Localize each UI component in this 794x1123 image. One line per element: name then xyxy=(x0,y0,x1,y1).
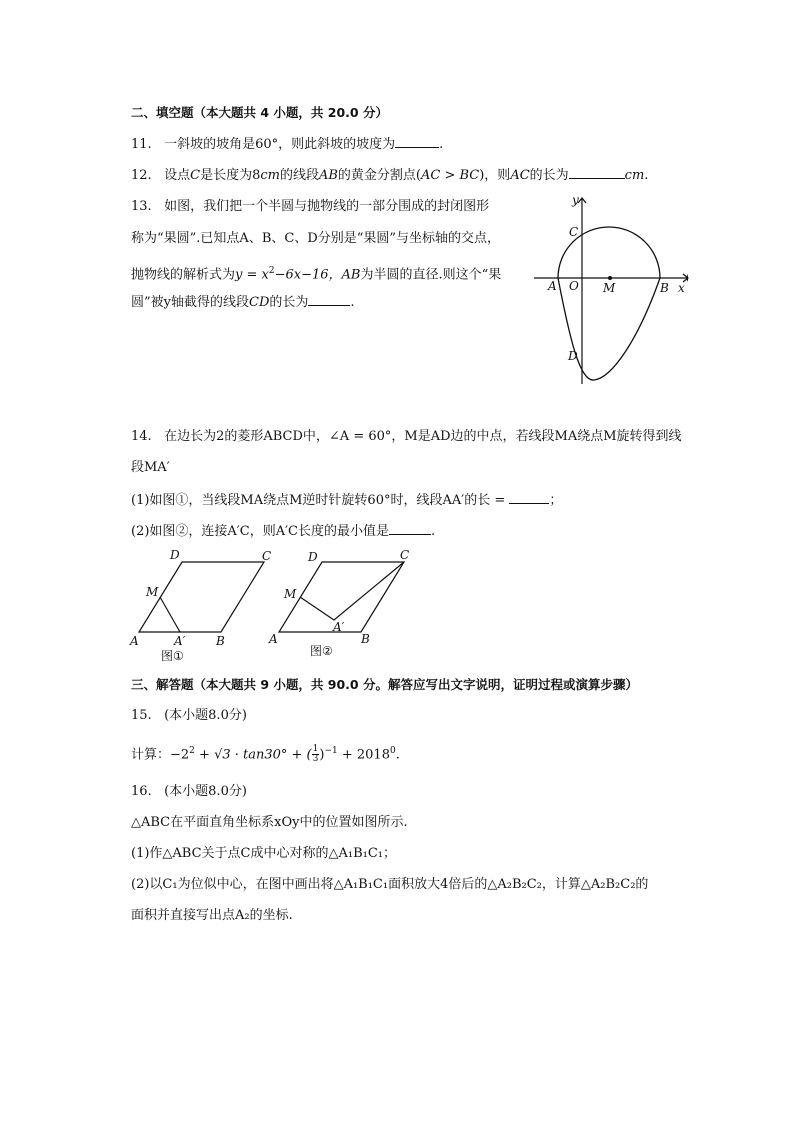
section-answer-title: 三、解答题（本大题共 9 小题，共 90.0 分。解答应写出文字说明，证明过程或演算步骤） xyxy=(131,677,638,692)
rhombus-figure-1 xyxy=(126,545,276,665)
answer-blank[interactable] xyxy=(389,522,431,535)
question-number: 14. xyxy=(131,429,152,444)
question-15-expression xyxy=(131,740,400,766)
question-14-part-2 xyxy=(131,522,435,541)
question-16-part-2: (2)以C₁为位似中心，在图中画出将△A₁B₁C₁面积放大4倍后的△A₂B₂C₂，计算△A₂B₂C₂的 xyxy=(131,877,649,892)
label-d: D xyxy=(308,550,318,564)
answer-blank[interactable] xyxy=(569,166,625,179)
question-14-part-1 xyxy=(131,491,562,510)
math-var: CD xyxy=(249,295,270,310)
question-13-line-2: 称为“果圆”.已知点A、B、C、D分别是“果圆”与坐标轴的交点， xyxy=(131,231,501,246)
math-var: −6x−16， xyxy=(274,267,342,283)
question-16-part-1: (1)作△ABC关于点C成中心对称的△A₁B₁C₁； xyxy=(131,846,397,861)
label-b: B xyxy=(660,281,669,295)
fruit-circle-figure xyxy=(528,190,694,390)
denominator: 3 xyxy=(312,754,319,765)
label-o: O xyxy=(569,279,579,293)
answer-blank[interactable] xyxy=(509,491,549,504)
question-15-header xyxy=(131,707,247,725)
numerator: 1 xyxy=(312,744,319,755)
label-a: A xyxy=(548,279,557,293)
text-segment: (2)如图②，连接A′C，则A′C长度的最小值是 xyxy=(131,524,389,539)
math-var: AC > BC xyxy=(421,168,480,183)
question-16-line-1: △ABC在平面直角坐标系xOy中的位置如图所示. xyxy=(131,815,408,830)
text-segment: 的长为 xyxy=(529,168,569,183)
rhombus-figure-2 xyxy=(266,545,416,665)
text-segment: 计算：−2 xyxy=(131,747,190,763)
label-b: B xyxy=(361,632,370,646)
label-c: C xyxy=(569,225,579,239)
question-number: 12. xyxy=(131,168,152,183)
question-13-line-4 xyxy=(131,293,355,312)
label-d: D xyxy=(568,349,578,363)
question-text: 如图，我们把一个半圆与抛物线的一部分围成的封闭图形 xyxy=(164,199,490,214)
question-number: 15. xyxy=(131,708,152,723)
label-c: C xyxy=(400,548,410,562)
exponent: 2 xyxy=(268,266,275,276)
segment-ma xyxy=(160,597,180,632)
question-12 xyxy=(131,166,648,185)
center-point-m xyxy=(608,276,612,280)
unit-label: cm xyxy=(624,168,645,183)
math-var: cm xyxy=(260,168,280,183)
question-13-line-1 xyxy=(131,198,489,216)
label-a-prime: A′ xyxy=(333,620,345,634)
text-segment: + 2018 xyxy=(337,747,390,763)
question-end: . xyxy=(395,747,400,763)
text-segment: 的黄金分割点( xyxy=(337,168,421,183)
label-m: M xyxy=(146,585,159,599)
text-segment: 为半圆的直径.则这个“果 xyxy=(360,267,502,283)
section-fill-title: 二、填空题（本大题共 4 小题，共 20.0 分） xyxy=(131,105,388,120)
answer-blank[interactable] xyxy=(395,135,439,148)
label-y: y xyxy=(572,193,579,207)
question-13-line-3 xyxy=(131,262,501,284)
question-11 xyxy=(131,135,443,154)
math-var: AB xyxy=(318,168,338,183)
question-14-line-2: 段MA′ xyxy=(131,460,170,475)
label-m: M xyxy=(284,587,297,601)
math-var: AB xyxy=(341,267,361,283)
text-segment: ； xyxy=(549,493,563,508)
question-number: 16. xyxy=(131,784,152,799)
math-var: AC xyxy=(510,168,530,183)
exponent: 2 xyxy=(189,746,195,756)
label-c: C xyxy=(262,549,272,563)
figure-caption: 图① xyxy=(161,649,184,663)
segment-ma-prime-c xyxy=(300,562,404,620)
question-text: 在边长为2的菱形ABCD中，∠A = 60°，M是AD边的中点，若线段MA绕点M旋转得到线 xyxy=(164,429,682,444)
math-expression: + √3 · tan30° + ( xyxy=(194,747,312,763)
label-x: x xyxy=(678,281,685,295)
question-number: 11. xyxy=(131,137,152,152)
math-var: y = x xyxy=(235,267,269,283)
label-d: D xyxy=(170,548,180,562)
question-end: . xyxy=(644,168,649,183)
text-segment: ) xyxy=(319,747,325,763)
text-segment: 的长为 xyxy=(269,295,309,310)
question-number: 13. xyxy=(131,199,152,214)
question-16-header xyxy=(131,783,247,801)
question-end: . xyxy=(350,295,355,310)
question-text: 一斜坡的坡角是60°，则此斜坡的坡度为 xyxy=(164,137,396,152)
text-segment: (1)如图①，当线段MA绕点M逆时针旋转60°时，线段AA′的长 = xyxy=(131,493,506,508)
label-a: A xyxy=(130,634,139,648)
question-end: . xyxy=(431,524,436,539)
question-end: . xyxy=(439,137,444,152)
label-a-prime: A′ xyxy=(174,634,186,648)
text-segment: )，则 xyxy=(479,168,511,183)
text-segment: 是长度为8 xyxy=(200,168,261,183)
exponent: −1 xyxy=(324,746,338,756)
answer-blank[interactable] xyxy=(308,293,350,306)
label-a: A xyxy=(269,632,278,646)
score-label: (本小题8.0分) xyxy=(164,708,247,723)
label-m: M xyxy=(603,281,616,295)
figure-caption: 图② xyxy=(310,644,333,658)
exponent: 0 xyxy=(389,746,396,756)
text-segment: 圆”被y轴截得的线段 xyxy=(131,295,249,310)
question-14-line-1 xyxy=(131,428,682,446)
text-segment: 设点 xyxy=(164,168,191,183)
text-segment: 抛物线的解析式为 xyxy=(131,267,236,283)
label-b: B xyxy=(216,634,225,648)
score-label: (本小题8.0分) xyxy=(164,784,247,799)
text-segment: 的线段 xyxy=(279,168,319,183)
question-16-line-4: 面积并直接写出点A₂的坐标. xyxy=(131,908,293,923)
math-var: C xyxy=(190,168,201,183)
